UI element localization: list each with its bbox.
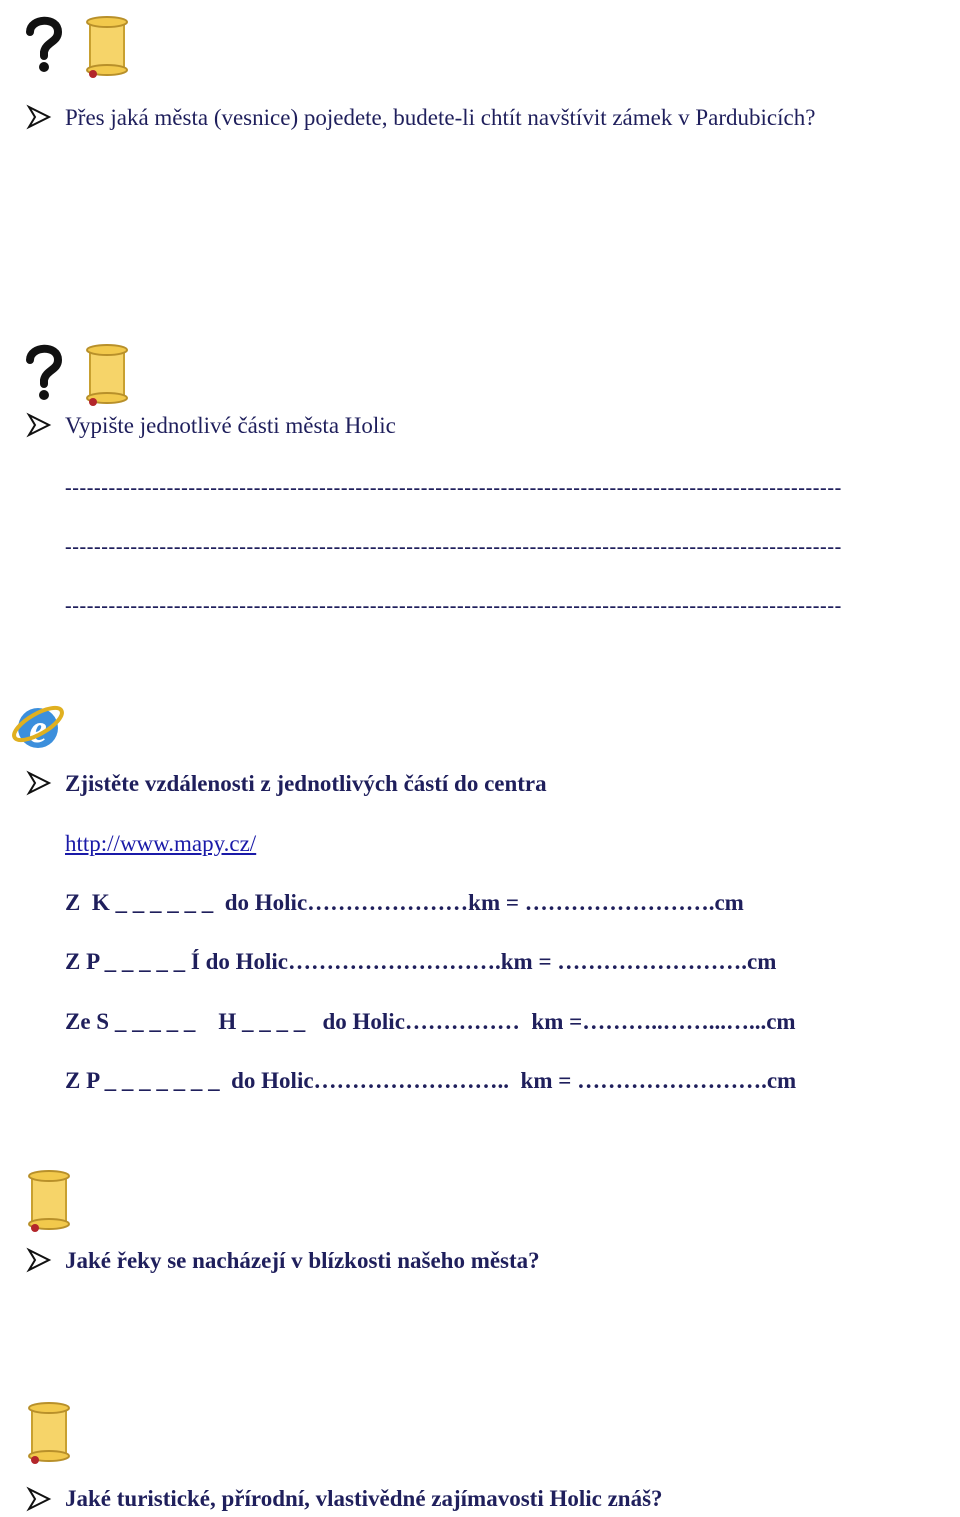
distance-row: Z K _ _ _ _ _ _ do Holic…………………km = …………………….cm [65,890,744,915]
question-mark-icon [22,342,66,402]
question-text: Přes jaká města (vesnice) pojedete, budete-li chtít navštívit zámek v Pardubicích? [65,105,816,130]
svg-text:e: e [29,706,47,751]
answer-line: ----------------------------------------------------------------------------------------------------------- [65,477,842,499]
arrow-bullet-icon [26,104,52,130]
question-mark-icon [22,14,66,74]
arrow-bullet-icon [26,412,52,438]
answer-line: ----------------------------------------------------------------------------------------------------------- [65,595,842,617]
distance-row: Ze S _ _ _ _ _ H _ _ _ _ do Holic…………… km =………..……...…...cm [65,1009,796,1034]
question-text: Zjistěte vzdálenosti z jednotlivých částí do centra [65,771,547,796]
question-text: Jaké turistické, přírodní, vlastivědné zajímavosti Holic znáš? [65,1486,663,1511]
scroll-icon [26,1170,72,1232]
scroll-icon [84,344,130,406]
scroll-icon [84,16,130,78]
distance-row: Z P _ _ _ _ _ Í do Holic……………………….km = …………………….cm [65,949,777,974]
arrow-bullet-icon [26,1247,52,1273]
internet-explorer-icon [10,698,66,754]
mapy-link[interactable]: http://www.mapy.cz/ [65,831,257,856]
arrow-bullet-icon [26,770,52,796]
question-text: Vypište jednotlivé části města Holic [65,413,396,438]
scroll-icon [26,1402,72,1464]
distance-row: Z P _ _ _ _ _ _ _ do Holic…………………….. km = …………………….cm [65,1068,797,1093]
answer-line: ----------------------------------------------------------------------------------------------------------- [65,536,842,558]
question-text: Jaké řeky se nacházejí v blízkosti našeho města? [65,1248,540,1273]
arrow-bullet-icon [26,1486,52,1512]
